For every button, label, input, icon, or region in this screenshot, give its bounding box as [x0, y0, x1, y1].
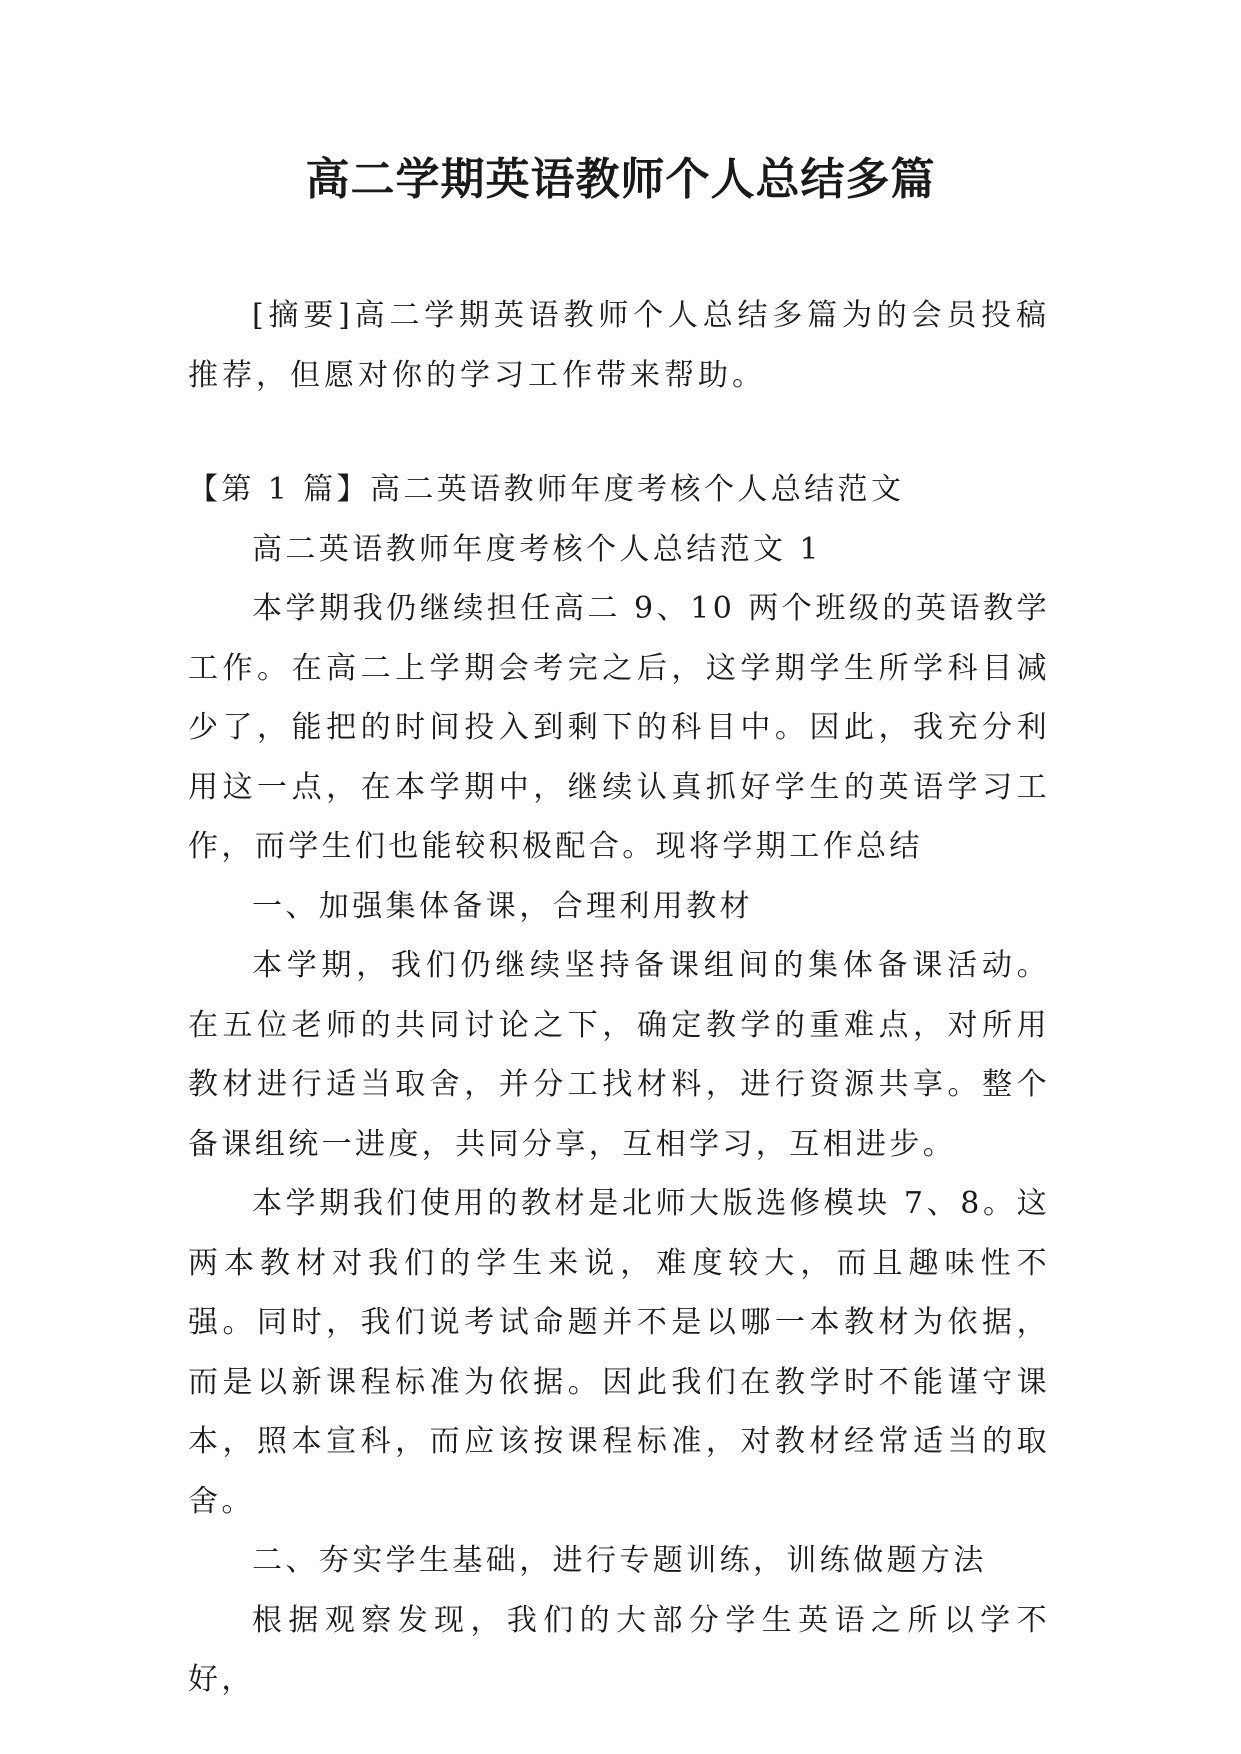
body-paragraph: 本学期我们使用的教材是北师大版选修模块 7、8。这两本教材对我们的学生来说，难度较大，而且趣味性不强。同时，我们说考试命题并不是以哪一本教材为依据，而是以新课程标准为依据。因此我们在教学时不能谨守课本，照本宣科，而应该按课程标准，对教材经常适当的取舍。: [188, 1186, 1050, 1519]
body-paragraph: 本学期我仍继续担任高二 9、10 两个班级的英语教学工作。在高二上学期会考完之后，这学期学生所学科目减少了，能把的时间投入到剩下的科目中。因此，我充分利用这一点，在本学期中，继续认真抓好学生的英语学习工作，而学生们也能较积极配合。现将学期工作总结: [188, 591, 1050, 864]
document-title: 高二学期英语教师个人总结多篇: [305, 154, 936, 205]
body-paragraph: 本学期，我们仍继续坚持备课组间的集体备课活动。在五位老师的共同讨论之下，确定教学的重难点，对所用教材进行适当取舍，并分工找材料，进行资源共享。整个备课组统一进度，共同分享，互相学习，互相进步。: [188, 948, 1050, 1162]
subtitle-line: 高二英语教师年度考核个人总结范文 1: [252, 531, 822, 567]
section-heading: 【第 1 篇】高二英语教师年度考核个人总结范文: [188, 472, 905, 507]
abstract-paragraph: [摘要]高二学期英语教师个人总结多篇为的会员投稿推荐，但愿对你的学习工作带来帮助。: [188, 298, 1050, 393]
section-subheading: 二、夯实学生基础，进行专题训练，训练做题方法: [252, 1543, 987, 1578]
section-subheading: 一、加强集体备课，合理利用教材: [252, 888, 753, 924]
document-body: [188, 460, 1050, 1710]
body-paragraph: 根据观察发现，我们的大部分学生英语之所以学不好，: [188, 1602, 1050, 1697]
